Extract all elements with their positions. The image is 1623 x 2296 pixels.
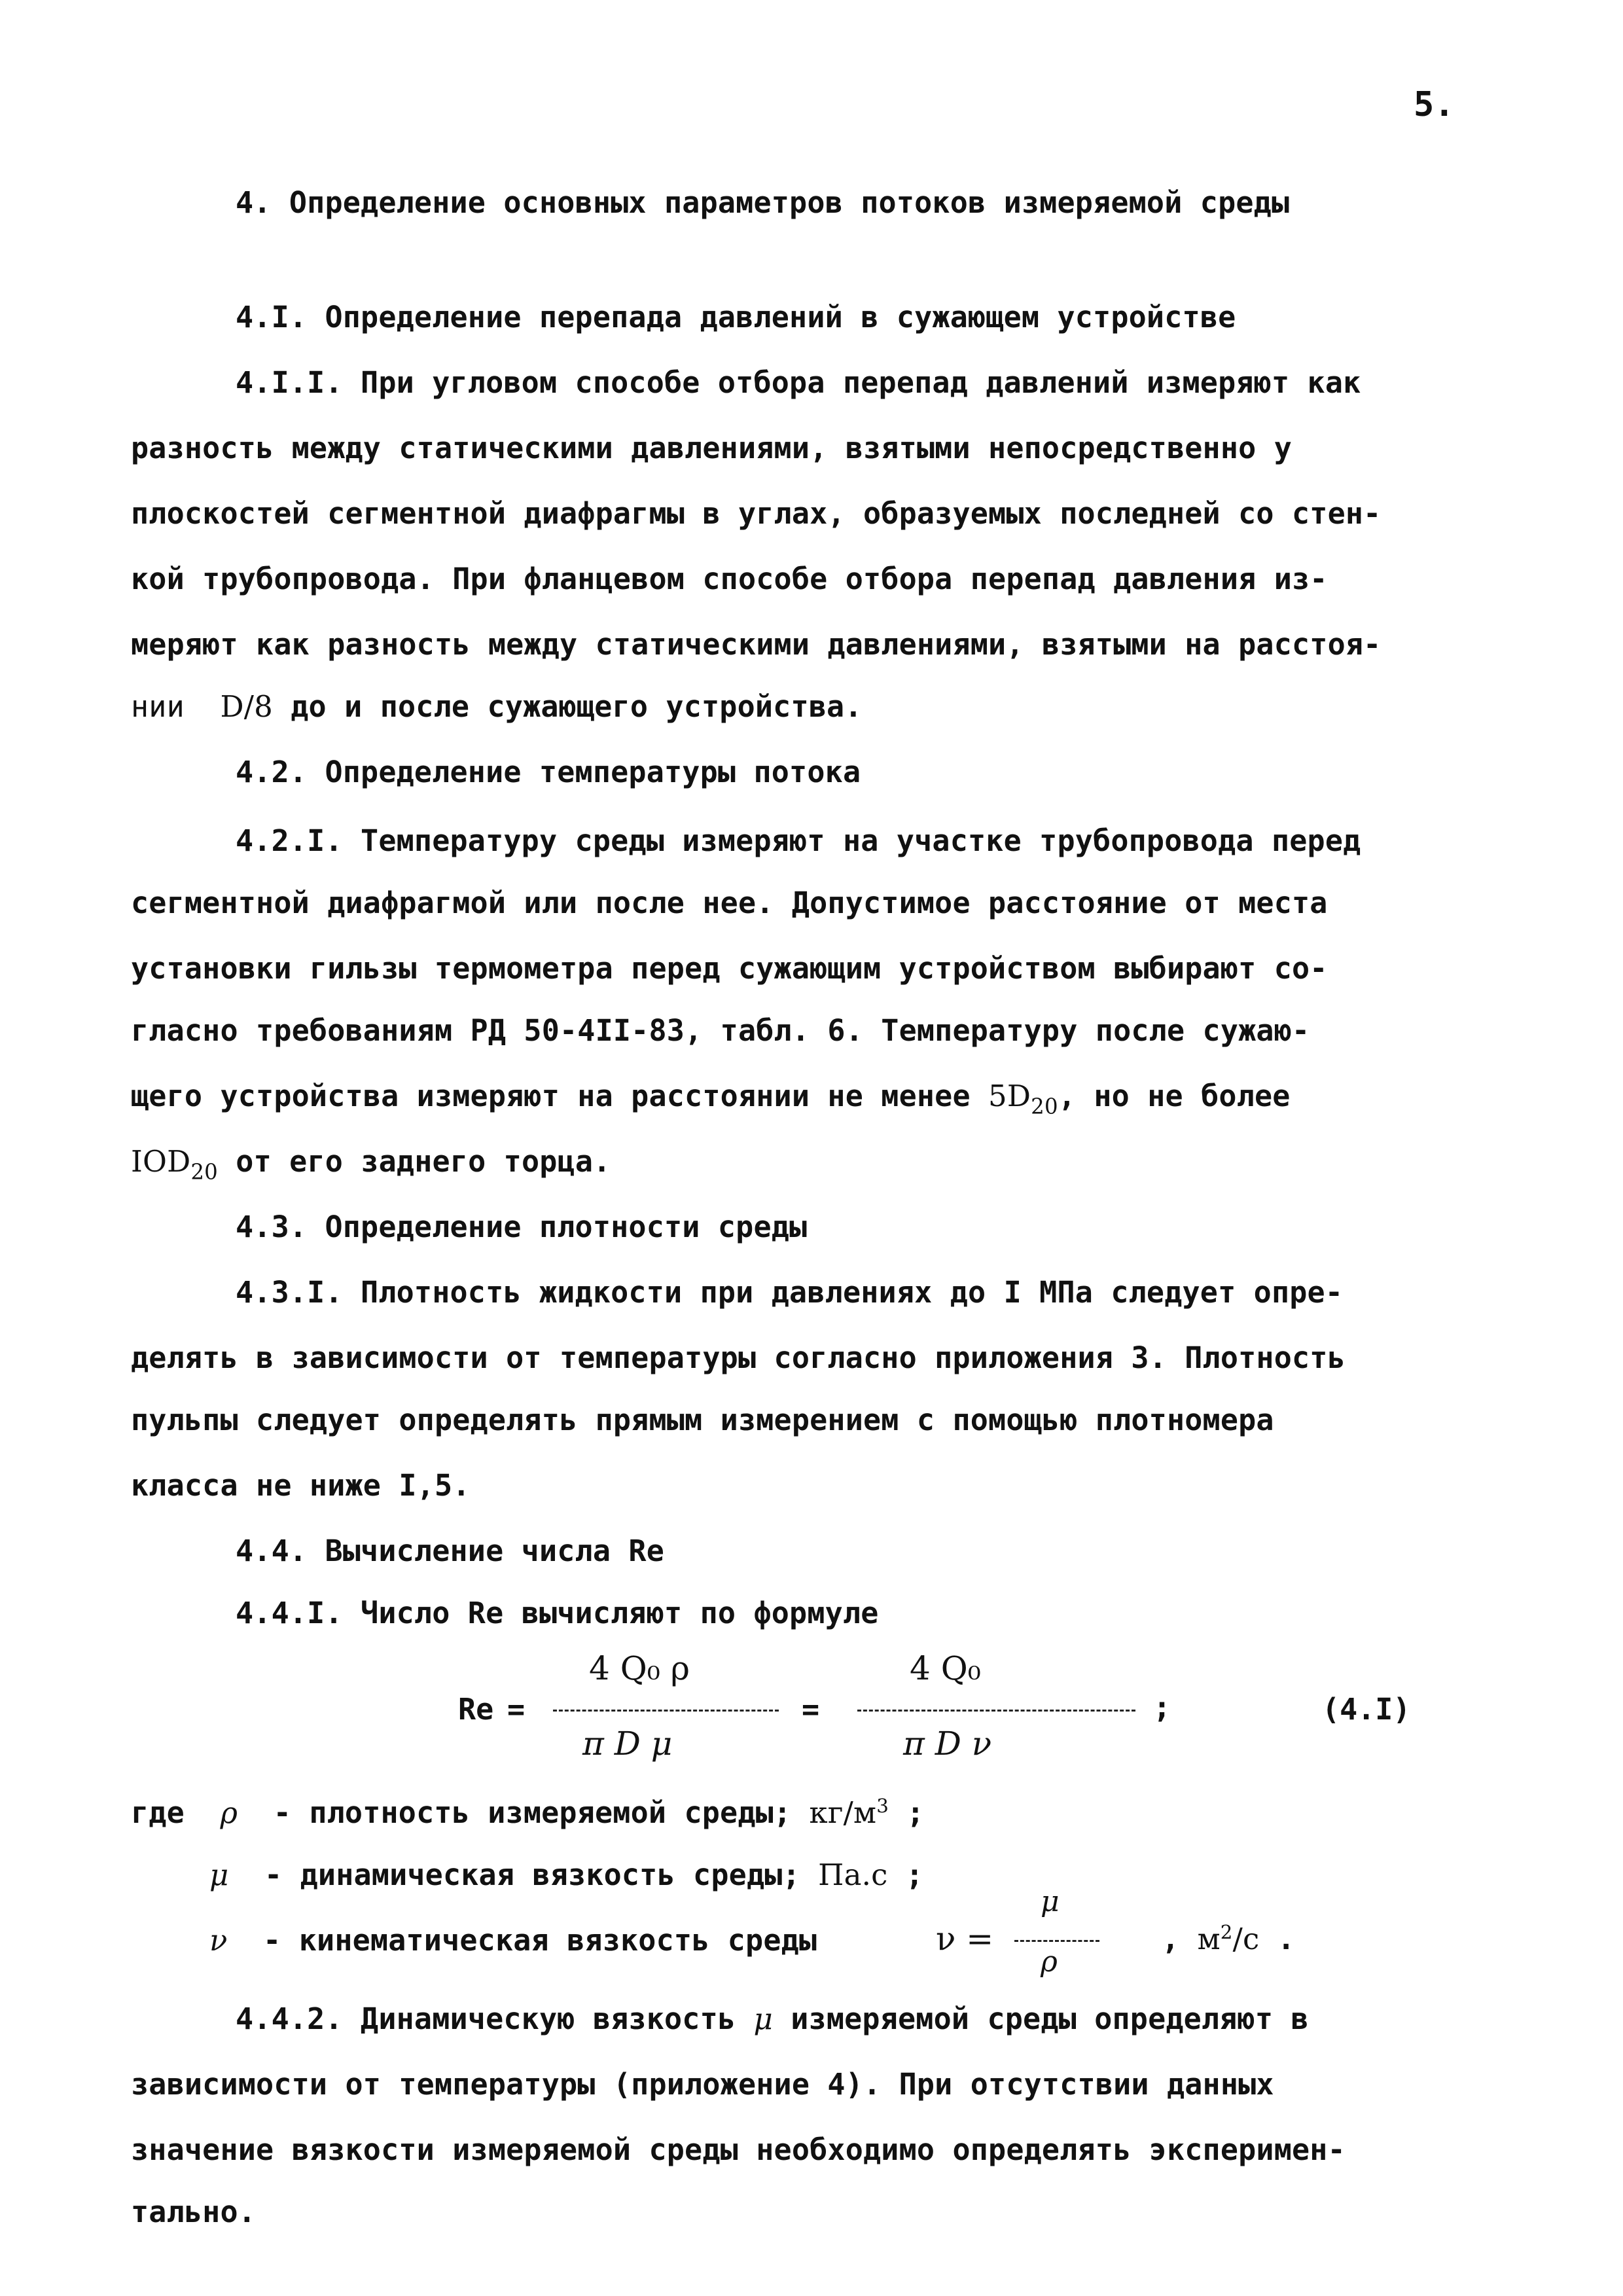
spacer	[889, 1795, 906, 1830]
spacer	[791, 1795, 809, 1830]
subsection-heading-4-2: 4.2. Определение температуры потока	[236, 755, 861, 789]
paragraph-4-4-2-line-2: зависимости от температуры (приложение 4). При отсутствии данных	[131, 2067, 1274, 2102]
rho-description: - плотность измеряемой среды;	[273, 1795, 792, 1830]
text-fragment: 4.4.2. Динамическую вязкость	[236, 2001, 736, 2036]
paragraph-4-3-1-line-2: делять в зависимости от температуры согласно приложения 3. Плотность	[131, 1340, 1346, 1375]
subsection-heading-4-4: 4.4. Вычисление числа Re	[236, 1534, 665, 1568]
spacer	[971, 1079, 988, 1113]
spacer	[238, 1795, 274, 1830]
text-fragment: измеряемой среды определяют в	[791, 2001, 1309, 2036]
paragraph-4-1-1-line-1: 4.I.I. При угловом способе отбора перепад давлений измеряют как	[236, 365, 1361, 400]
subscript: 20	[190, 1159, 218, 1185]
nu-description: - кинематическая вязкость среды	[263, 1923, 817, 1958]
mu-symbol: μ	[753, 2001, 773, 2036]
text-fragment: , но не более	[1058, 1079, 1291, 1113]
formula-number: (4.I)	[1322, 1692, 1411, 1727]
page-number: 5.	[1414, 85, 1455, 124]
superscript: 3	[876, 1794, 889, 1817]
paragraph-4-4-2-line-3: значение вязкости измеряемой среды необходимо определять эксперимен-	[131, 2132, 1346, 2167]
paragraph-4-1-1-line-4: кой трубопровода. При фланцевом способе отбора перепад давления из-	[131, 562, 1328, 596]
paragraph-4-3-1-line-4: класса не ниже I,5.	[131, 1468, 471, 1503]
formula-terminator: ;	[1153, 1690, 1171, 1725]
where-label: где	[131, 1795, 185, 1830]
mu-end: ;	[905, 1857, 924, 1892]
paragraph-4-4-2-line-4: тально.	[131, 2195, 257, 2229]
spacer	[185, 689, 221, 724]
spacer	[1179, 1922, 1197, 1956]
spacer	[185, 1795, 221, 1830]
spacer	[773, 2001, 791, 2036]
formula-denominator-1: π D μ	[582, 1725, 673, 1763]
paragraph-4-2-1-line-1: 4.2.I. Температуру среды измеряют на участке трубопровода перед	[236, 823, 1361, 858]
subsection-heading-4-3: 4.3. Определение плотности среды	[236, 1210, 808, 1244]
mu-description: - динамическая вязкость среды;	[264, 1857, 800, 1892]
nu-comma: ,	[1162, 1922, 1180, 1956]
paragraph-4-2-1-line-5	[131, 1077, 1291, 1119]
rho-unit: кг/м	[809, 1795, 877, 1830]
paragraph-4-2-1-line-6	[131, 1142, 611, 1185]
formula-equals-2: =	[802, 1692, 820, 1727]
paragraph-4-2-1-line-2: сегментной диафрагмой или после нее. Допустимое расстояние от места	[131, 886, 1328, 920]
nu-unit-group	[1162, 1920, 1295, 1959]
text-fragment: от его заднего торца.	[236, 1144, 611, 1179]
paragraph-4-4-1: 4.4.I. Число Re вычисляют по формуле	[236, 1596, 879, 1630]
text-fragment: до и после сужающего устройства.	[291, 689, 863, 724]
nu-fraction-denominator: ρ	[1041, 1945, 1058, 1979]
nu-fraction-numerator: μ	[1041, 1885, 1060, 1918]
spacer	[218, 1144, 236, 1179]
section-title: 4. Определение основных параметров потоков измеряемой среды	[236, 185, 1290, 220]
paragraph-4-2-1-line-3: установки гильзы термометра перед сужающим устройством выбирают со-	[131, 951, 1328, 986]
spacer	[228, 1857, 264, 1892]
nu-symbol: ν	[209, 1923, 228, 1958]
where-nu-line	[209, 1921, 817, 1960]
spacer	[800, 1857, 818, 1892]
nu-end: .	[1277, 1922, 1295, 1956]
spacer	[228, 1923, 264, 1958]
subsection-heading-4-1: 4.I. Определение перепада давлений в сужающем устройстве	[236, 300, 1236, 334]
where-mu-line	[209, 1856, 923, 1895]
paragraph-4-1-1-line-5: меряют как разность между статическими давлениями, взятыми на расстоя-	[131, 627, 1382, 662]
text-fragment: щего устройства измеряют на расстоянии не менее	[131, 1079, 971, 1113]
where-rho-line	[131, 1793, 925, 1833]
handwritten-symbol: D/8	[220, 689, 273, 724]
mu-symbol: μ	[209, 1857, 229, 1892]
formula-numerator-2: 4 Q₀	[910, 1649, 981, 1687]
nu-fraction-bar	[1014, 1940, 1099, 1942]
rho-end: ;	[906, 1795, 925, 1830]
formula-numerator-1: 4 Q₀ ρ	[589, 1649, 690, 1687]
spacer	[1259, 1922, 1277, 1956]
formula-lhs: Re	[458, 1692, 494, 1727]
paragraph-4-1-1-line-6	[131, 687, 863, 726]
paragraph-4-2-1-line-4: гласно требованиям РД 50-4II-83, табл. 6. Температуру после сужаю-	[131, 1013, 1310, 1048]
paragraph-4-4-2-line-1	[236, 2000, 1309, 2039]
nu-unit: м	[1197, 1922, 1221, 1956]
fraction-bar-1	[553, 1710, 779, 1712]
paragraph-4-3-1-line-1: 4.3.I. Плотность жидкости при давлениях до I МПа следует опре-	[236, 1275, 1344, 1310]
spacer	[736, 2001, 753, 2036]
rho-symbol: ρ	[220, 1795, 238, 1830]
superscript: 2	[1220, 1920, 1233, 1943]
nu-equals: ν =	[936, 1920, 994, 1958]
handwritten-symbol: 5D	[988, 1079, 1031, 1113]
paragraph-4-1-1-line-2: разность между статическими давлениями, взятыми непосредственно у	[131, 431, 1292, 465]
fraction-bar-2	[857, 1710, 1135, 1712]
nu-unit-post: /с	[1232, 1922, 1260, 1956]
spacer	[888, 1857, 906, 1892]
handwritten-symbol: IOD	[131, 1144, 191, 1179]
formula-equals-1: =	[507, 1692, 526, 1727]
paragraph-4-1-1-line-3: плоскостей сегментной диафрагмы в углах, образуемых последней со стен-	[131, 496, 1382, 531]
subscript: 20	[1031, 1094, 1058, 1119]
mu-unit: Па.с	[818, 1857, 888, 1892]
text-fragment: нии	[131, 689, 185, 724]
formula-denominator-2: π D ν	[903, 1725, 992, 1763]
spacer	[273, 689, 291, 724]
paragraph-4-3-1-line-3: пульпы следует определять прямым измерением с помощью плотномера	[131, 1403, 1274, 1437]
